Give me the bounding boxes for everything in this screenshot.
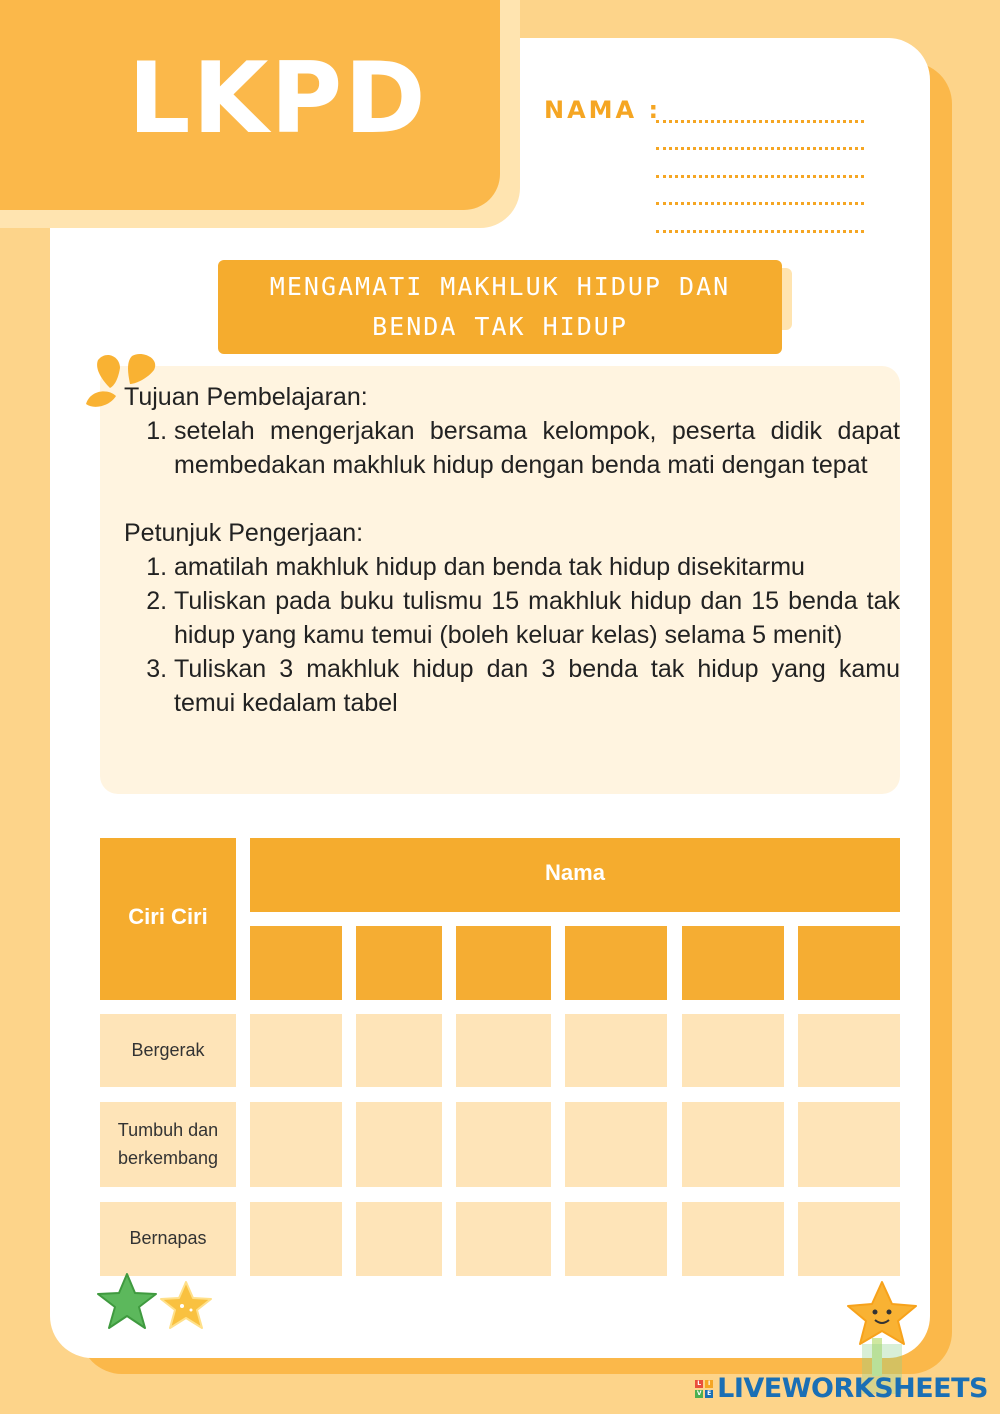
name-input-cell[interactable] <box>456 926 551 1000</box>
brand-watermark <box>695 1373 988 1404</box>
instruction-text <box>124 380 900 720</box>
answer-cell[interactable] <box>456 1014 551 1087</box>
answer-cell[interactable] <box>356 1014 442 1087</box>
name-input-cell[interactable] <box>356 926 442 1000</box>
answer-cell[interactable] <box>250 1014 342 1087</box>
objective-item: 1. setelah mengerjakan bersama kelompok, peserta didik dapat membedakan makhluk hidup dengan benda mati dengan tepat <box>174 414 900 482</box>
row-label-bernapas: Bernapas <box>129 1228 207 1248</box>
brand-logo-icon: L I V E <box>696 1379 712 1397</box>
answer-cell[interactable] <box>250 1202 342 1276</box>
answer-cell[interactable] <box>798 1202 900 1276</box>
instruction-item: 1. amatilah makhluk hidup dan benda tak hidup disekitarmu <box>174 550 900 584</box>
name-input-cell[interactable] <box>682 926 784 1000</box>
name-line-2[interactable] <box>656 147 864 150</box>
green-star-icon <box>94 1272 160 1332</box>
row-label-tumbuh: Tumbuh dan berkembang <box>117 1120 219 1168</box>
answer-cell[interactable] <box>565 1102 667 1187</box>
instructions-list <box>124 550 900 720</box>
name-line-5[interactable] <box>656 230 864 233</box>
answer-cell[interactable] <box>798 1102 900 1187</box>
worksheet-title-line-2: BENDA TAK HIDUP <box>372 312 628 341</box>
answer-cell[interactable] <box>356 1102 442 1187</box>
name-line-1[interactable] <box>656 120 864 123</box>
name-line-3[interactable] <box>656 175 864 178</box>
answer-cell[interactable] <box>682 1014 784 1087</box>
worksheet-title <box>218 260 782 354</box>
name-input-cell[interactable] <box>250 926 342 1000</box>
brand-name: LIVEWORKSHEETS <box>717 1373 988 1404</box>
answer-cell[interactable] <box>250 1102 342 1187</box>
answer-cell[interactable] <box>798 1014 900 1087</box>
feature-header: Ciri Ciri <box>128 904 208 929</box>
name-input-cell[interactable] <box>565 926 667 1000</box>
answer-cell[interactable] <box>356 1202 442 1276</box>
row-label-bergerak: Bergerak <box>131 1040 205 1060</box>
objectives-heading: Tujuan Pembelajaran: <box>124 383 368 411</box>
page-title: LKPD <box>128 42 428 156</box>
yellow-star-icon <box>158 1280 214 1332</box>
answer-cell[interactable] <box>456 1202 551 1276</box>
answer-cell[interactable] <box>682 1102 784 1187</box>
instructions-heading: Petunjuk Pengerjaan: <box>124 519 364 547</box>
answer-cell[interactable] <box>456 1102 551 1187</box>
instruction-item: 2. Tuliskan pada buku tulismu 15 makhluk hidup dan 15 benda tak hidup yang kamu temui (boleh keluar kelas) selama 5 menit) <box>174 584 900 652</box>
objectives-list <box>124 414 900 482</box>
worksheet-title-line-1: MENGAMATI MAKHLUK HIDUP DAN <box>269 272 731 301</box>
name-line-4[interactable] <box>656 202 864 205</box>
answer-cell[interactable] <box>565 1014 667 1087</box>
name-input-cell[interactable] <box>798 926 900 1000</box>
answer-cell[interactable] <box>682 1202 784 1276</box>
name-header: Nama <box>545 860 605 885</box>
instruction-item: 3. Tuliskan 3 makhluk hidup dan 3 benda tak hidup yang kamu temui kedalam tabel <box>174 652 900 720</box>
answer-cell[interactable] <box>565 1202 667 1276</box>
name-label: NAMA : <box>544 96 662 124</box>
